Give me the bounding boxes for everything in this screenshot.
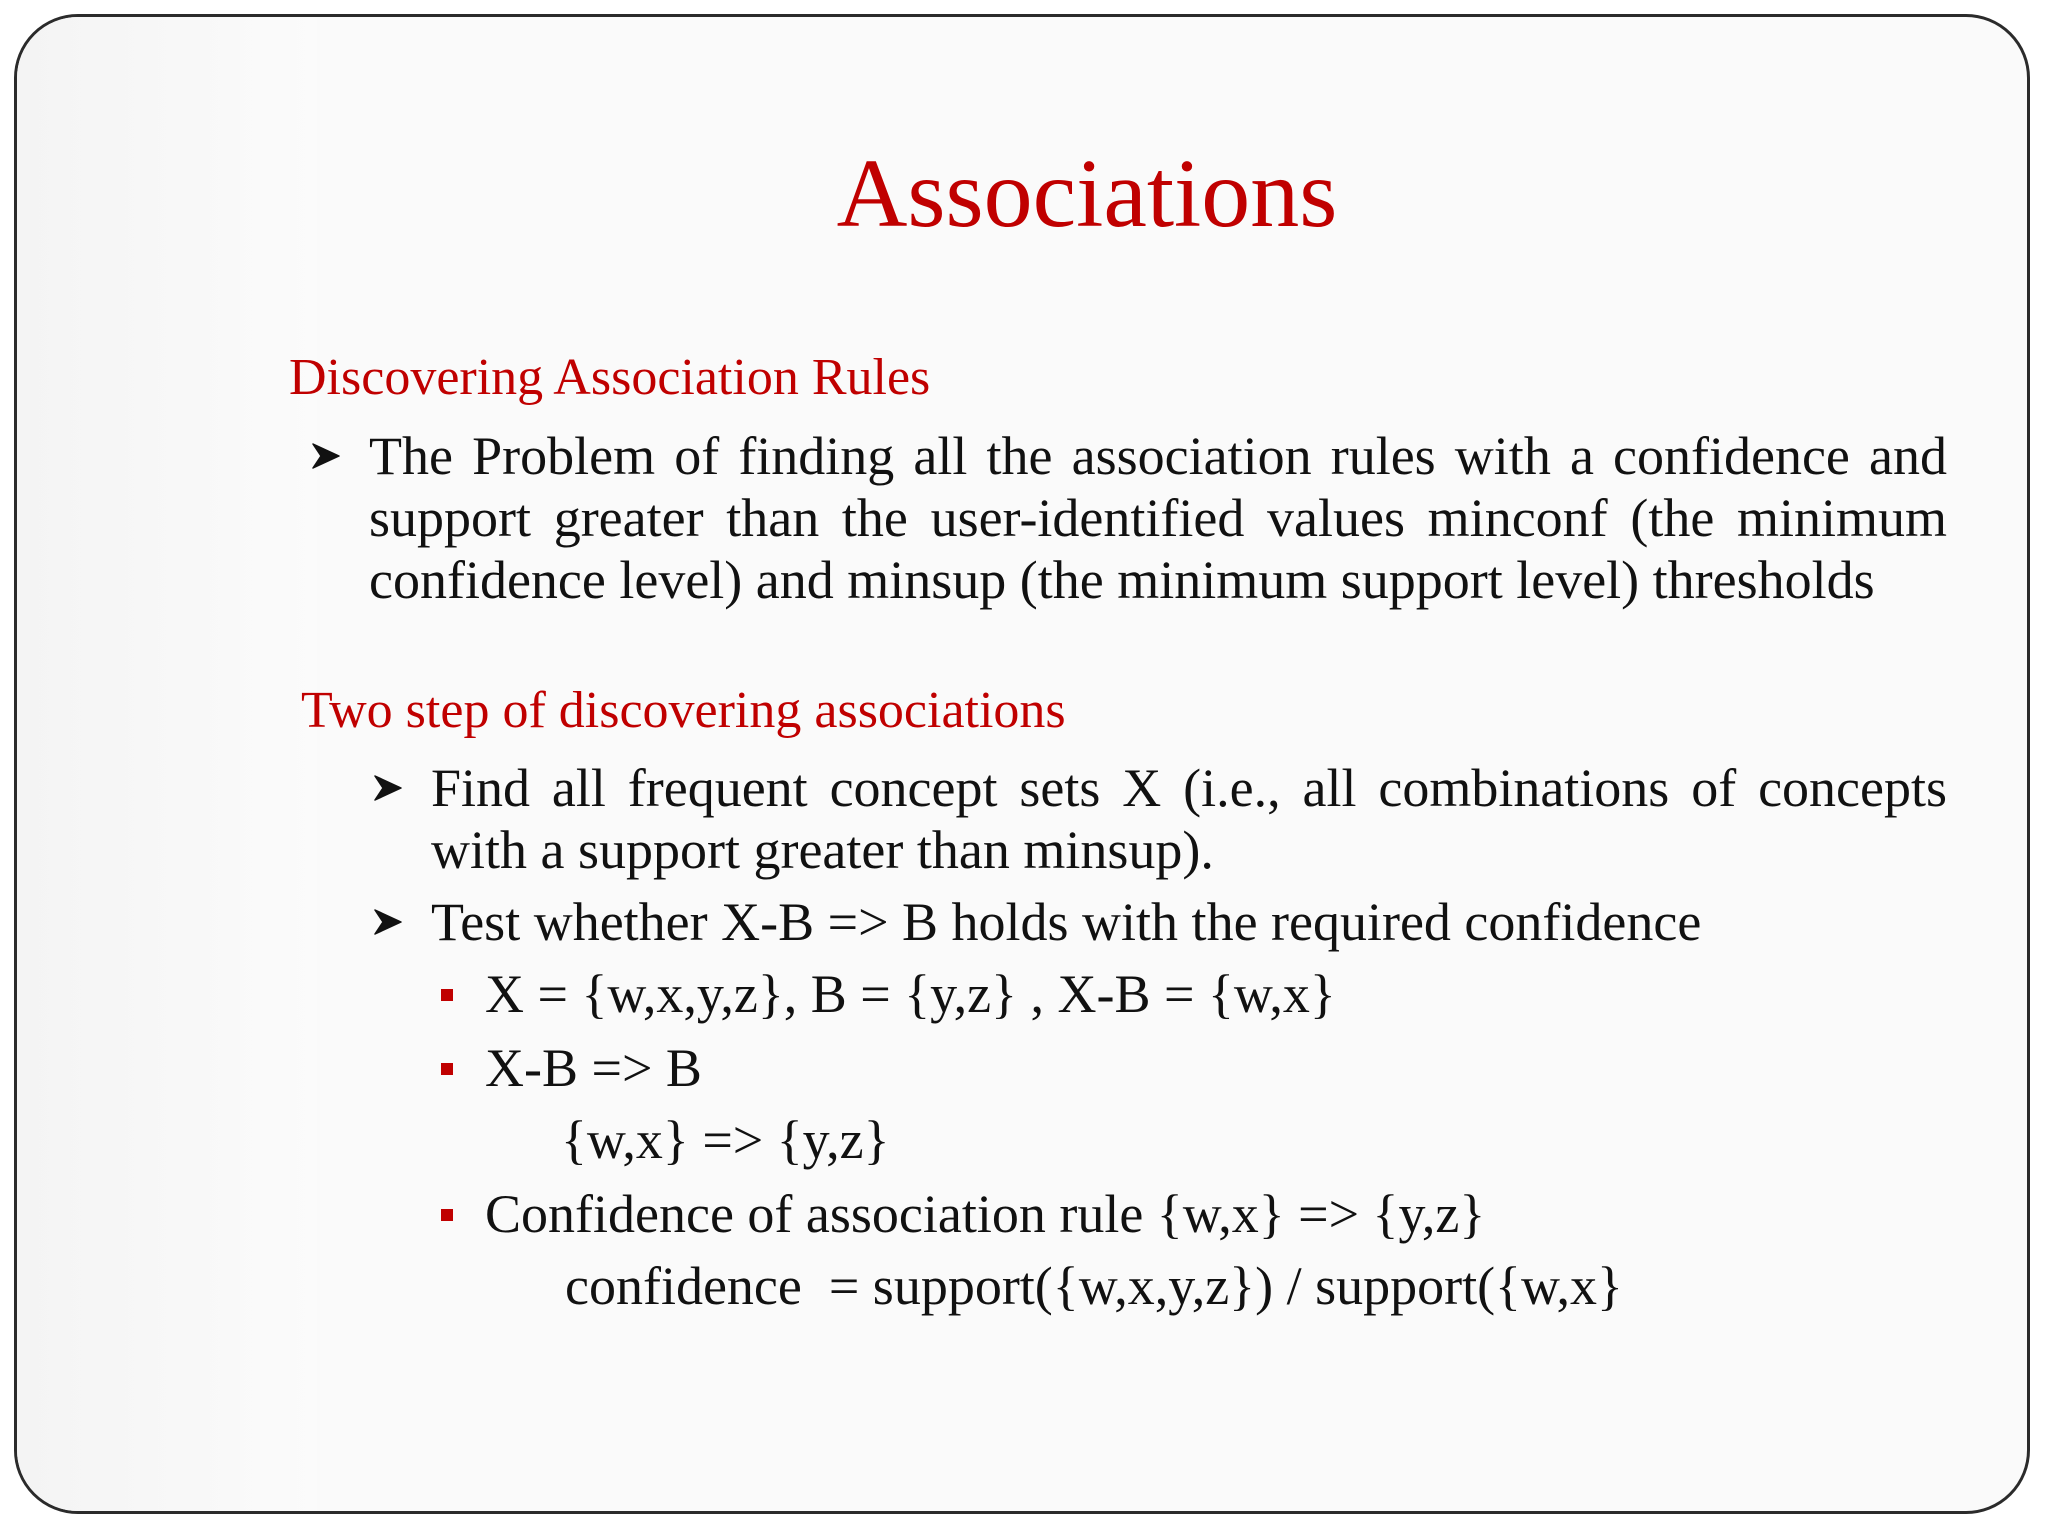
problem-bullet-text: The Problem of finding all the association rules with a confidence and support greater than the user-identified values minconf (the minimum confidence level) and minsup (the minimum support level) thresholds — [369, 426, 1947, 610]
arrowhead-bullet-icon — [373, 757, 405, 819]
square-bullet-icon — [441, 989, 453, 1001]
slide-title: Associations — [836, 140, 1338, 248]
slide-frame — [14, 14, 2030, 1514]
sub-bullet-1-text: X = {w,x,y,z}, B = {y,z} , X-B = {w,x} — [485, 964, 1336, 1024]
sub-bullet-3 — [441, 1183, 1485, 1245]
problem-bullet — [311, 425, 1947, 611]
sub-bullet-1 — [441, 963, 1336, 1025]
square-bullet-icon — [441, 1209, 453, 1221]
arrowhead-bullet-icon — [373, 891, 405, 953]
section-heading-two-steps: Two step of discovering associations — [301, 682, 1066, 739]
confidence-formula: confidence = support({w,x,y,z}) / support({w,x} — [565, 1256, 1623, 1316]
sub-bullet-3-text: Confidence of association rule {w,x} => {y,z} — [485, 1184, 1486, 1244]
square-bullet-icon — [441, 1063, 453, 1075]
arrowhead-bullet-icon — [311, 425, 343, 487]
step-bullet-2 — [373, 891, 1947, 953]
section-heading-discovering-rules: Discovering Association Rules — [289, 349, 931, 406]
step-bullet-1-text: Find all frequent concept sets X (i.e., all combinations of concepts with a support greater than minsup). — [431, 758, 1947, 880]
sub-bullet-2 — [441, 1037, 702, 1099]
sub-bullet-2-text: X-B => B — [485, 1038, 702, 1098]
slide-content — [17, 17, 2027, 1511]
step-bullet-1 — [373, 757, 1947, 881]
step-bullet-2-text: Test whether X-B => B holds with the required confidence — [431, 892, 1702, 952]
rule-line: {w,x} => {y,z} — [561, 1110, 890, 1170]
